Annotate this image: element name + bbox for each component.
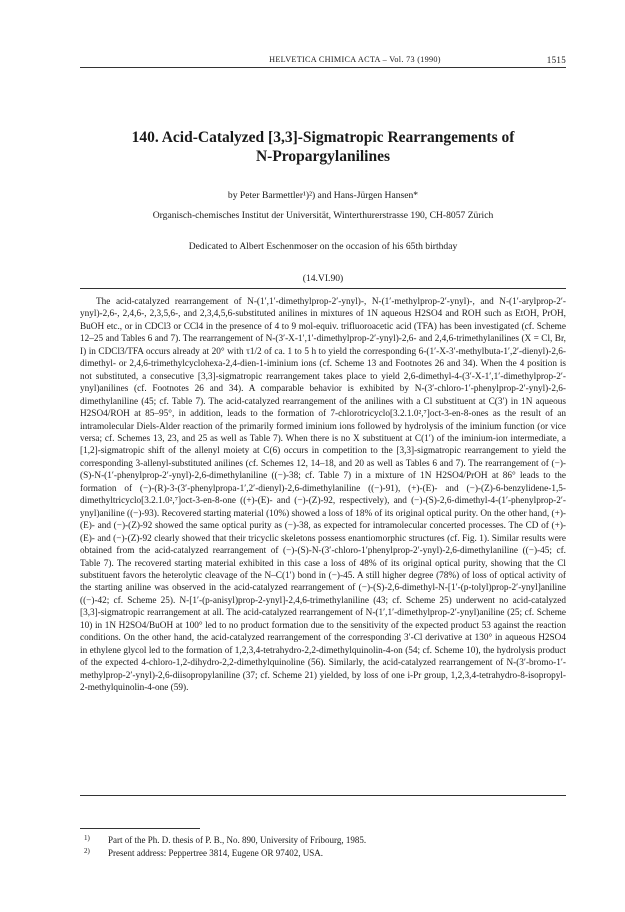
abstract-top-rule <box>80 288 566 289</box>
author-line: by Peter Barmettler¹)²) and Hans-Jürgen Hansen* <box>227 190 419 201</box>
article-title <box>80 128 566 166</box>
footnote-rule <box>80 828 200 829</box>
footnote-text: Part of the Ph. D. thesis of P. B., No. 890, University of Fribourg, 1985. <box>108 835 367 845</box>
dedication: Dedicated to Albert Eschenmoser on the occasion of his 65th birthday <box>188 241 458 252</box>
article-title-line-2: N-Propargylanilines <box>255 148 391 165</box>
footnotes <box>80 834 566 859</box>
footnote-text: Present address: Peppertree 3814, Eugene OR 97402, USA. <box>108 847 323 858</box>
footnote-mark: 1) <box>84 834 90 842</box>
footnote-mark: 2) <box>84 846 90 855</box>
abstract-bottom-rule <box>80 795 566 796</box>
abstract <box>80 296 566 695</box>
received-date: (14.VI.90) <box>302 273 344 284</box>
footnote <box>80 834 566 847</box>
footnote <box>80 847 566 860</box>
running-header <box>80 53 566 68</box>
affiliation: Organisch-chemisches Institut der Universität, Winterthurerstrasse 190, CH-8057 Zürich <box>152 210 494 221</box>
page-number: 1515 <box>546 55 566 65</box>
article-title-line-1: 140. Acid-Catalyzed [3,3]-Sigmatropic Rearrangements of <box>131 129 515 146</box>
abstract-text: The acid-catalyzed rearrangement of N-(1′,1′-dimethylprop-2′-ynyl)-, N-(1′-methylprop-2′-ynyl)-, and N-(1′-arylprop-2′-ynyl)-2,6-, 2,4,6-, 2,3,5,6-, and 2,3,4,5,6-substituted anilines in mixtures of 1N aqueous H2SO4 and ROH such as EtOH, PrOH, BuOH etc., or in CDCl3 or CCl4 in the presence of 4 to 9 mol-equiv. trifluoroacetic acid (TFA) has been investigated (cf. Scheme 12–25 and Tables 6 and 7). The rearrangement of N-(3′-X-1′,1′-dimethylprop-2′-ynyl)-2,6- and 2,4,6-trimethylanilines (X = Cl, Br, I) in CDCl3/TFA occurs already at 20° with τ1/2 of ca. 1 to 5 h to yield the corresponding 6-(1′-X-3′-methylbuta-1′,2′-dienyl)-2,6-dimethyl- or 2,4,6-trimethylcyclohexa-2,4-dien-1-iminium ions (cf. Scheme 13 and Footnotes 26 and 34). When the 4 position is not substituted, a consecutive [3,3]-sigmatropic rearrangement takes place to yield 2,6-dimethyl-4-(3′-X-1′,1′-dimethylprop-2′-ynyl)anilines (cf. Footnotes 26 and 34). A comparable behavior is exhibited by N-(3′-chloro-1′-phenylprop-2′-ynyl)-2,6-dimethylaniline (45; cf. Table 7). The acid-catalyzed rearrangement of the anilines with a Cl substituent at C(3′) in 1N aqueous H2SO4/ROH at 85–95°, in addition, leads to the formation of 7-chlorotricyclo[3.2.1.0²,⁷]oct-3-en-8-ones as the result of an intramolecular Diels-Alder reaction of the primarily formed iminium ions followed by hydrolysis of the iminium function (or vice versa; cf. Schemes 13, 23, and 25 as well as Table 7). When there is no X substituent at C(1′) of the iminium-ion intermediate, a [1,2]-sigmatropic shift of the allenyl moiety at C(6) occurs in competition to the [3,3]-sigmatropic rearrangement to yield the corresponding 3-allenyl-substituted anilines (cf. Schemes 12, 14–18, and 20 as well as Tables 6 and 7). The rearrangement of (−)-(S)-N-(1′-phenylprop-2′-ynyl)-2,6-dimethylaniline ((−)-38; cf. Table 7) in a mixture of 1N H2SO4/PrOH at 86° leads to the formation of (−)-(R)-3-(3′-phenylpropa-1′,2′-dienyl)-2,6-dimethylaniline ((−)-91), (+)-(E)- and (−)-(Z)-6-benzylidene-1,5-dimethyltricyclo[3.2.1.0²,⁷]oct-3-en-8-one ((+)-(E)- and (−)-(Z)-92, respectively), and (−)-(S)-2,6-dimethyl-4-(1′-phenylprop-2′-ynyl)aniline ((−)-93). Recovered starting material (10%) showed a loss of 18% of its original optical purity. On the other hand, (+)-(E)- and (−)-(Z)-92 showed the same optical purity as (−)-38, as expected for intramolecular concerted processes. The CD of (+)-(E)- and (−)-(Z)-92 clearly showed that their tricyclic skeletons possess enantiomorphic structures (cf. Fig. 1). Similar results were obtained from the acid-catalyzed rearrangement of (−)-(S)-N-(3′-chloro-1′phenylprop-2′-ynyl)-2,6-dimethylaniline ((−)-45; cf. Table 7). The recovered starting material exhibited in this case a loss of 48% of its original optical purity, showing that the Cl substituent favors the heterolytic cleavage of the N–C(1′) bond in (−)-45. A still higher degree (78%) of loss of optical activity of the starting aniline was observed in the acid-catalyzed rearrangement of (−)-(S)-2,6-dimethyl-N-[1′-(p-tolyl)prop-2′-ynyl]aniline ((−)-42; cf. Scheme 25). N-[1′-(p-anisyl)prop-2-ynyl]-2,4,6-trimethylaniline (43; cf. Scheme 25) underwent no acid-catalyzed [3,3]-sigmatropic rearrangement at all. The acid-catalyzed rearrangement of N-(1′,1′-dimethylprop-2′-ynyl)aniline (25; cf. Scheme 10) in 1N H2SO4/BuOH at 100° led to no product formation due to the sensitivity of the expected product 53 against the reaction conditions. On the other hand, the acid-catalyzed rearrangement of the corresponding 3′-Cl derivative at 130° in aqueous H2SO4 in ethylene glycol led to the formation of 1,2,3,4-tetrahydro-2,2-dimethylquinolin-4-on (54; cf. Scheme 10), the hydrolysis product of the expected 4-chloro-1,2-dihydro-2,2-dimethylquinoline (56). Similarly, the acid-catalyzed rearrangement of N-(3′-bromo-1′-methylprop-2′-ynyl)-2,6-diisopropylaniline (37; cf. Scheme 21) yielded, by loss of one i-Pr group, 1,2,3,4-tetrahydro-8-isopropyl-2-methylquinolin-4-one (59). <box>80 297 566 694</box>
journal-title: HELVETICA CHIMICA ACTA – Vol. 73 (1990) <box>269 55 441 64</box>
